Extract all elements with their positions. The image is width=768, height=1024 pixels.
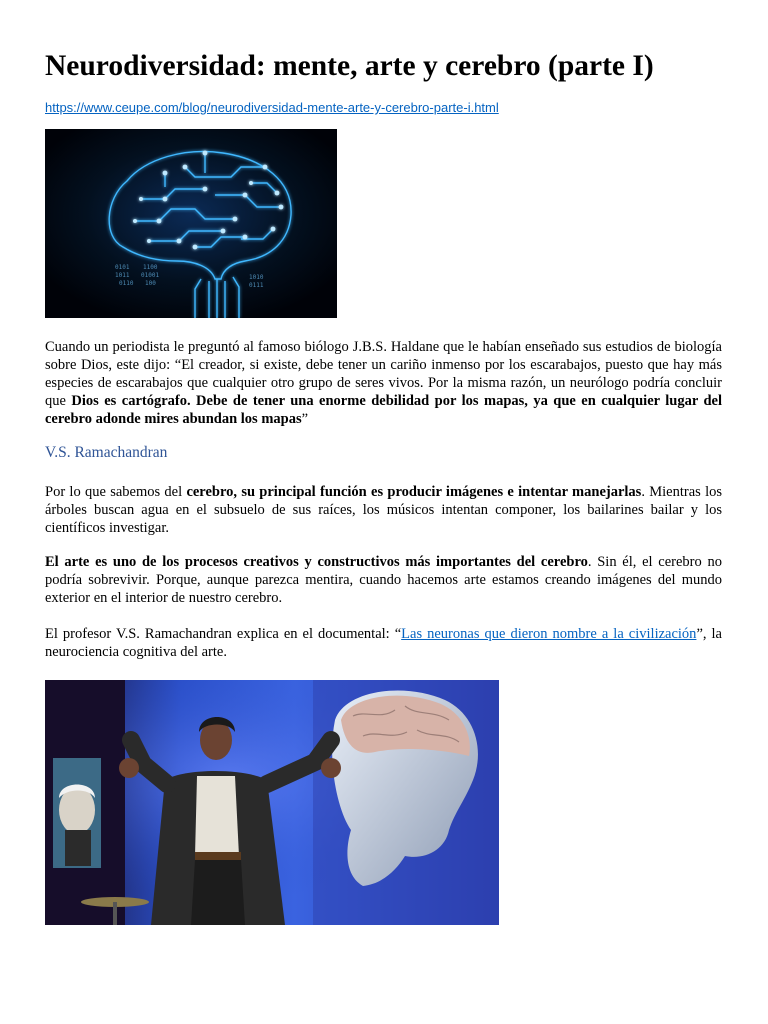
art-text: . Sin él, el cerebro no podría sobrevivir. Porque, aunque parezca mentira, cuando hacemos arte estamos creando imágenes del mundo exterior en el interior de nuestro cerebro.	[45, 554, 722, 606]
intro-closing-quote: ”	[301, 411, 309, 427]
binary-label: 0110	[119, 280, 134, 287]
binary-label: 0101	[115, 264, 130, 271]
binary-label: 01001	[141, 272, 160, 279]
intro-text: Cuando un periodista le preguntó al famoso biólogo J.B.S. Haldane que le habían enseñado sus estudios de biología sobre Dios, este dijo: “El creador, si existe, debe tener un cariño inmenso por los escarabajos, puesto que hay más especies de escarabajos que cualquier otro grupo de seres vivos. Por la misma razón, un neurólogo podría concluir que	[45, 339, 722, 409]
art-bold-text: El arte es uno de los procesos creativos y constructivos más importantes del cerebro	[45, 554, 588, 570]
section-heading: V.S. Ramachandran	[45, 444, 168, 461]
function-bold-text: cerebro, su principal función es producir imágenes e intentar manejarlas	[186, 484, 642, 500]
binary-label: 1010	[249, 274, 264, 281]
page-title: Neurodiversidad: mente, arte y cerebro (parte I)	[45, 50, 654, 82]
art-paragraph	[45, 553, 722, 607]
binary-label: 1100	[143, 264, 158, 271]
function-paragraph	[45, 483, 722, 537]
function-text-end: . Mientras los árboles buscan agua en el subsuelo de sus raíces, los músicos intentan componer, los bailarines bailar y los científicos investigar.	[45, 484, 722, 536]
documentary-text: El profesor V.S. Ramachandran explica en el documental: “	[45, 626, 402, 642]
binary-label: 100	[145, 280, 156, 287]
binary-label: 0111	[249, 282, 264, 289]
documentary-text-end: ”, la neurociencia cognitiva del arte.	[45, 626, 722, 660]
documentary-paragraph	[45, 625, 722, 661]
binary-label: 1011	[115, 272, 130, 279]
speaker-stage-photo	[45, 680, 499, 925]
intro-paragraph	[45, 338, 722, 428]
brain-circuit-image	[45, 129, 337, 318]
function-text: Por lo que sabemos del	[45, 484, 187, 500]
source-url-link[interactable]: https://www.ceupe.com/blog/neurodiversidad-mente-arte-y-cerebro-parte-i.html	[45, 100, 499, 115]
intro-bold-text: Dios es cartógrafo. Debe de tener una enorme debilidad por los mapas, ya que en cualquier lugar del cerebro adonde mires abundan los mapas	[45, 393, 722, 427]
documentary-link[interactable]: Las neuronas que dieron nombre a la civilización	[401, 626, 697, 642]
